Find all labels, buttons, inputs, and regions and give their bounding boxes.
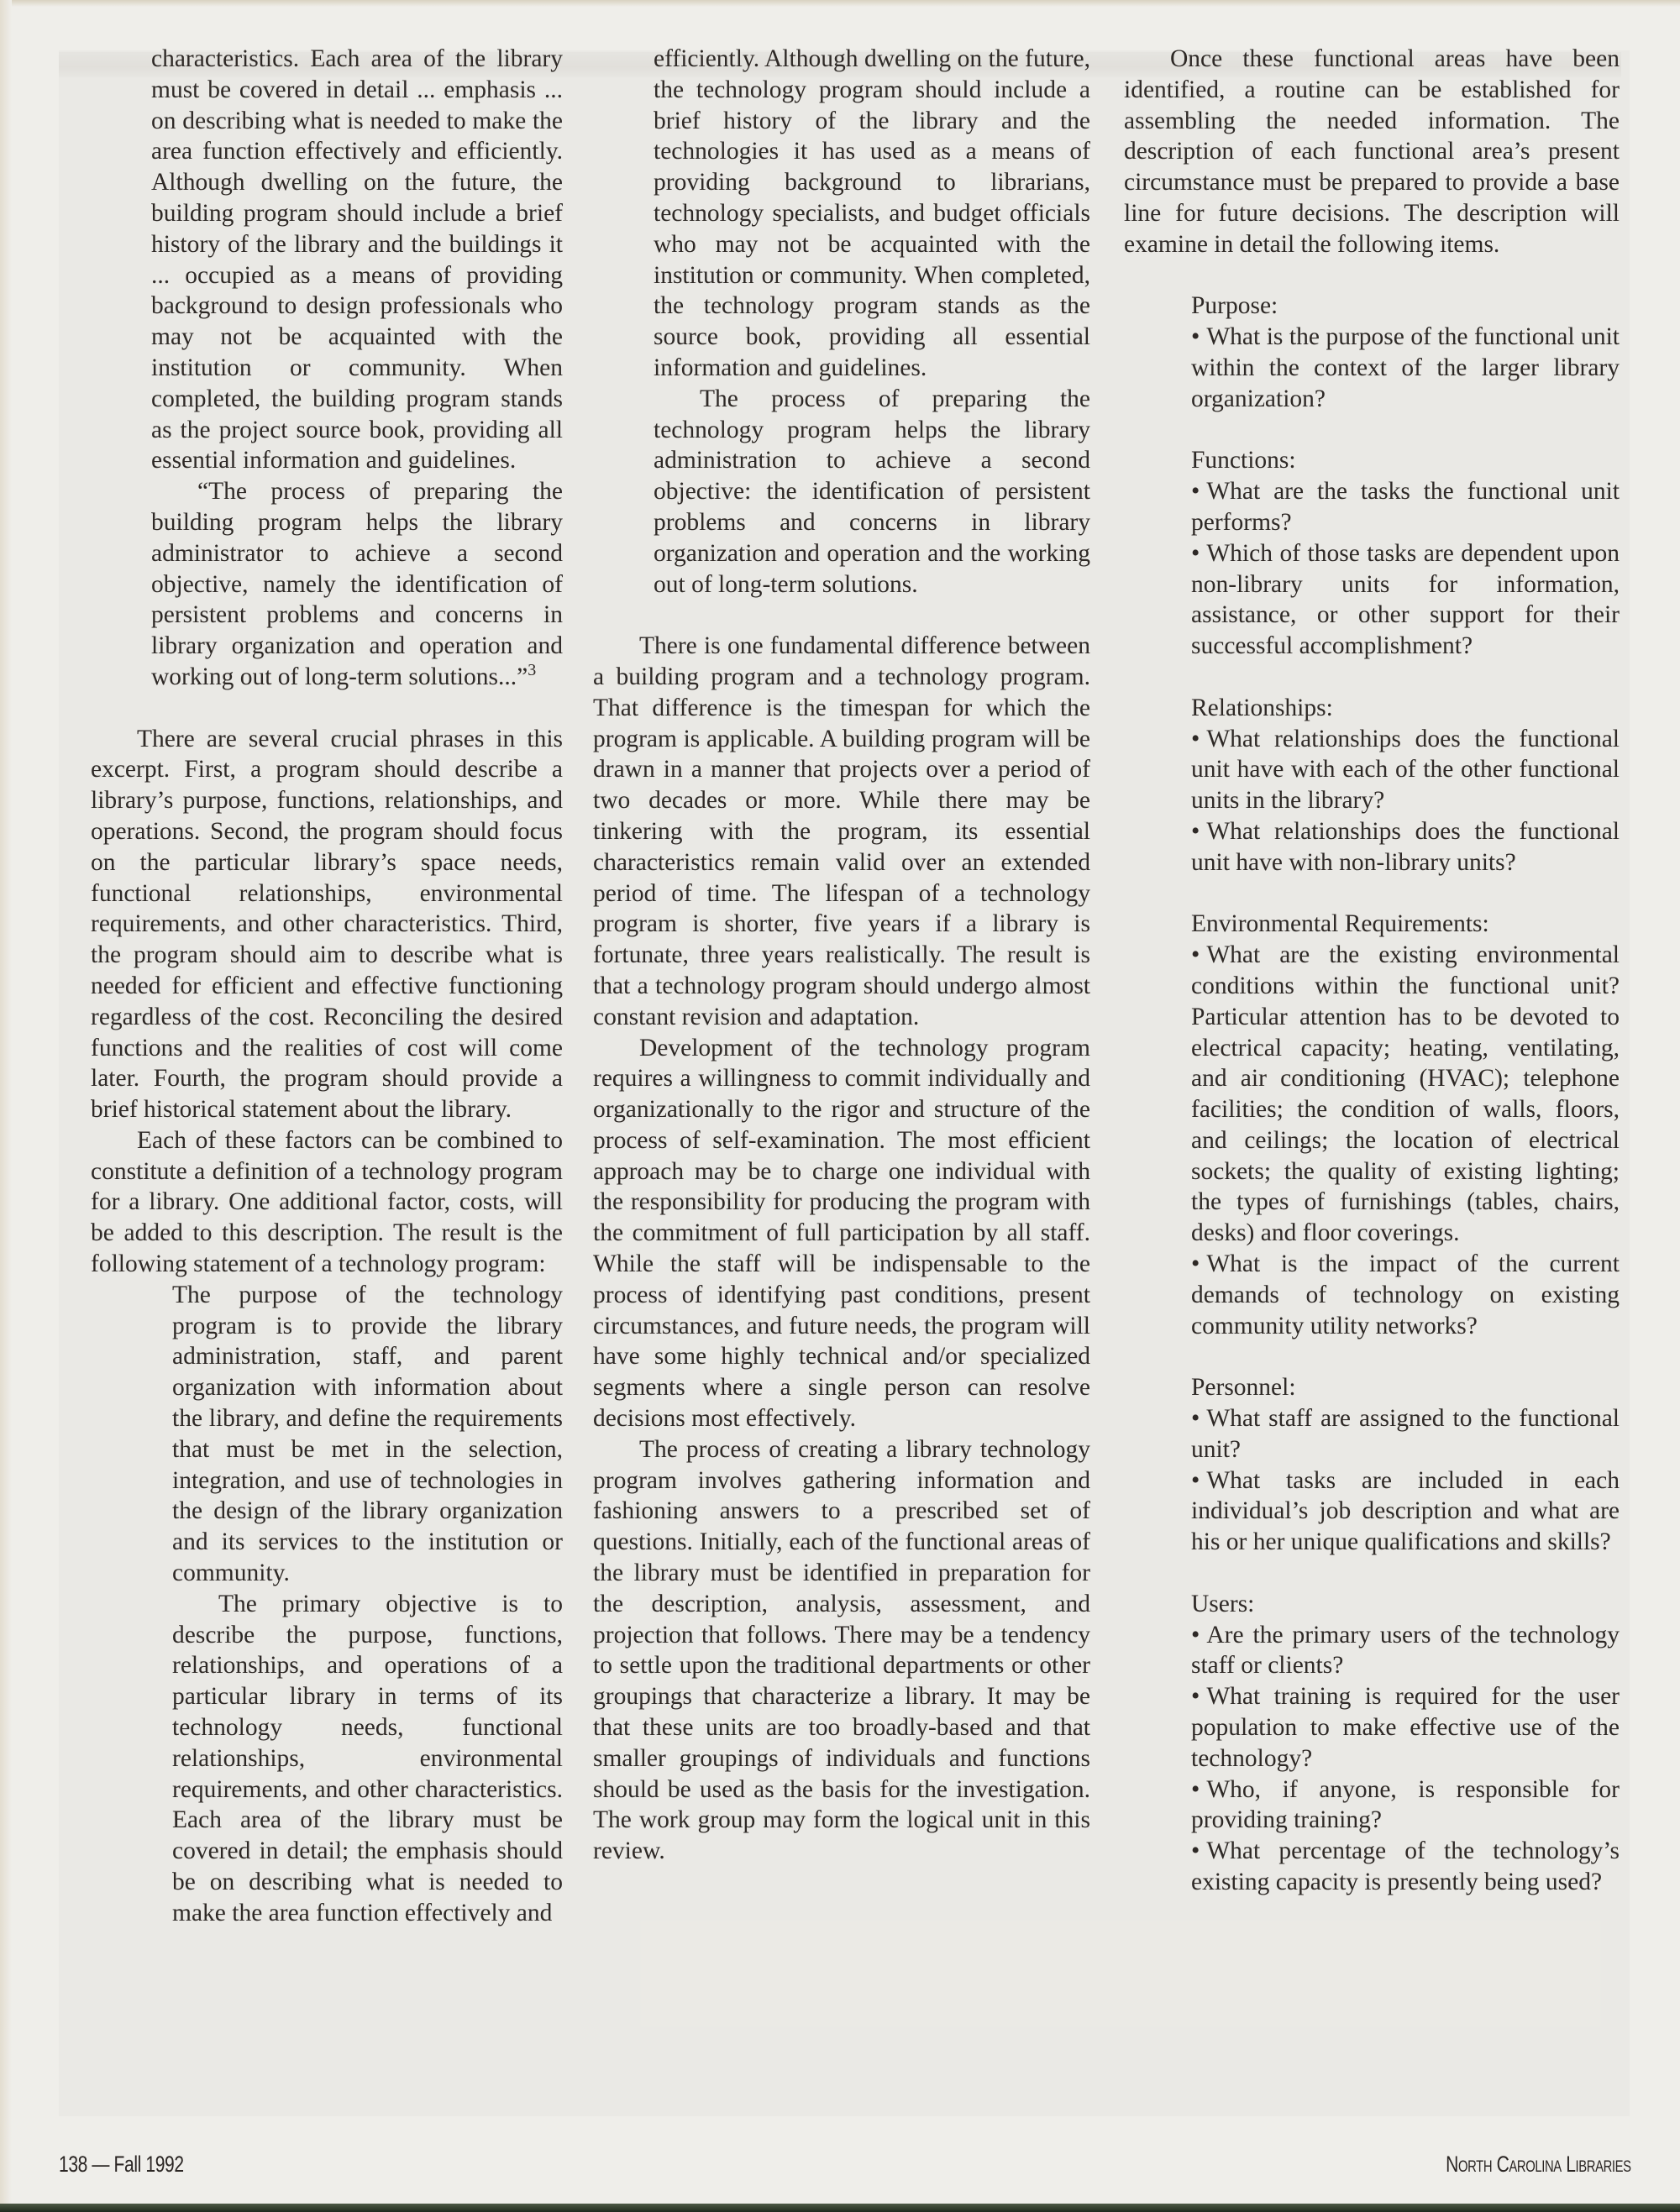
section-functions (1124, 445, 1620, 662)
quote-second-paragraph (151, 476, 563, 693)
section-relationships (1124, 693, 1620, 878)
bullet-icon: • (1191, 478, 1200, 506)
bullet-icon: • (1191, 1405, 1200, 1433)
bullet-icon: • (1191, 1466, 1200, 1494)
middle-column (593, 44, 1090, 1867)
spacer (593, 600, 1090, 631)
bullet-icon: • (1191, 725, 1200, 752)
spacer (1124, 415, 1620, 446)
spacer (1124, 1558, 1620, 1589)
page-edge-top (0, 0, 1680, 7)
spacer (91, 693, 563, 724)
bullet-icon: • (1191, 539, 1200, 567)
spacer (1124, 1341, 1620, 1372)
question-item: • What tasks are included in each individual’s job description and what are his or her unique qualifications and skills? (1191, 1466, 1620, 1556)
section-heading: Users: (1191, 1590, 1255, 1617)
page-edge-left (0, 0, 12, 2212)
question-item: • Which of those tasks are dependent upon non-library units for information, assistance, or other support for their successful accomplishment? (1191, 539, 1620, 660)
right-column (1124, 44, 1620, 1898)
bullet-icon: • (1191, 1250, 1200, 1278)
question-item: • What is the impact of the current demands of technology on existing community utility networks? (1191, 1250, 1620, 1339)
footer-page-number: 138 — Fall 1992 (59, 2152, 184, 2177)
spacer (1124, 260, 1620, 291)
question-item: • What staff are assigned to the functional unit? (1191, 1405, 1620, 1463)
question-item: • What is the purpose of the functional unit within the context of the larger library organization? (1191, 323, 1620, 412)
paragraph-development: Development of the technology program requires a willingness to commit individually and organizationally to the rigor and structure of the process of self-examination. The most efficient approach may be to charge one individual with the responsibility for producing the program with the commitment of full participation by all staff. While the staff will be indispensable to the process of identifying past conditions, present circumstances, and future needs, the program will have some highly technical and/or specialized segments where a single person can resolve decisions most effectively. (593, 1034, 1090, 1433)
bullet-icon: • (1191, 941, 1200, 969)
bullet-icon: • (1191, 1775, 1200, 1803)
section-purpose (1124, 291, 1620, 414)
question-item: • Are the primary users of the technology staff or clients? (1191, 1621, 1620, 1680)
section-heading: Relationships: (1191, 694, 1333, 721)
question-item: • What relationships does the functional unit have with non-library units? (1191, 817, 1620, 876)
section-heading: Environmental Requirements: (1191, 910, 1489, 938)
question-item: • What percentage of the technology’s existing capacity is presently being used? (1191, 1837, 1620, 1896)
question-item: • Who, if anyone, is responsible for providing training? (1191, 1775, 1620, 1834)
section-personnel (1124, 1372, 1620, 1558)
paragraph-factors: Each of these factors can be combined to constitute a definition of a technology program for a library. One additional factor, costs, will be added to this description. The result is the following statement of a technology program: (91, 1126, 563, 1278)
spacer (1124, 878, 1620, 909)
question-item: • What relationships does the functional unit have with each of the other functional units in the library? (1191, 725, 1620, 815)
left-column (91, 44, 563, 1929)
question-item: • What training is required for the user population to make effective use of the technology? (1191, 1683, 1620, 1772)
statement-process: The process of preparing the technology program helps the library administration to achieve a second objective: the identification of persistent problems and concerns in library organization and operation and the working out of long-term solutions. (654, 385, 1090, 598)
quote-continued: characteristics. Each area of the library must be covered in detail ... emphasis ... on describing what is needed to make the area function effectively and efficiently. Although dwelling on the future, the building program should include a brief history of the library and the buildings it ... occupied as a means of providing background to design professionals who may not be acquainted with the institution or community. When completed, the building program stands as the project source book, providing all essential information and guidelines. (151, 45, 563, 474)
statement-continued: efficiently. Although dwelling on the future, the technology program should include a brief history of the library and the technologies it has used as a means of providing background to librarians, technology specialists, and budget officials who may not be acquainted with the institution or community. When completed, the technology program stands as the source book, providing all essential information and guidelines. (654, 45, 1090, 381)
section-environmental-requirements (1124, 909, 1620, 1341)
section-users (1124, 1589, 1620, 1898)
paragraph-difference: There is one fundamental difference between a building program and a technology program. That difference is the timespan for which the program is applicable. A building program will be drawn in a manner that projects over a period of two decades or more. While there may be tinkering with the program, its essential characteristics remain valid over an extended period of time. The lifespan of a technology program is shorter, five years if a library is fortunate, three years realistically. The result is that a technology program should undergo almost constant revision and adaptation. (593, 632, 1090, 1030)
bullet-icon: • (1191, 1683, 1200, 1711)
footnote-ref: 3 (528, 661, 537, 680)
statement-purpose: The purpose of the technology program is to provide the library administration, staff, and parent organization with information about the library, and define the requirements that must be met in the selection, integration, and use of technologies in the design of the library organization and its services to the institution or community. (172, 1281, 563, 1587)
section-heading: Functions: (1191, 447, 1296, 474)
paragraph-crucial-phrases: There are several crucial phrases in this excerpt. First, a program should describe a library’s purpose, functions, relationships, and operations. Second, the program should focus on the particular library’s space needs, functional relationships, environmental requirements, and other characteristics. Third, the program should aim to describe what is needed for efficient and effective functioning regardless of the cost. Reconciling the desired functions and the realities of cost will come later. Fourth, the program should provide a brief historical statement about the library. (91, 725, 563, 1124)
statement-objective: The primary objective is to describe the purpose, functions, relationships, and operations of a particular library in terms of its technology needs, functional relationships, environmental requirements, and other characteristics. Each area of the library must be covered in detail; the emphasis should be on describing what is needed to make the area function effectively and (172, 1590, 563, 1926)
paragraph-creating: The process of creating a library technology program involves gathering information and fashioning answers to a prescribed set of questions. Initially, each of the functional areas of the library must be identified in preparation for the description, analysis, assessment, and projection that follows. There may be a tendency to settle upon the traditional departments or other groupings that characterize a library. It may be that these units are too broadly-based and that smaller groupings of individuals and functions should be used as the basis for the investigation. The work group may form the logical unit in this review. (593, 1435, 1090, 1865)
bullet-icon: • (1191, 1621, 1200, 1649)
section-heading: Personnel: (1191, 1374, 1296, 1402)
question-item: • What are the tasks the functional unit performs? (1191, 478, 1620, 536)
question-item: • What are the existing environmental conditions within the functional unit? Particular attention has to be devoted to electrical capacity; heating, ventilating, and air conditioning (HVAC); telephone facilities; the condition of walls, floors, and ceilings; the location of electrical sockets; the quality of existing lighting; the types of furnishings (tables, chairs, desks) and floor coverings. (1191, 941, 1620, 1247)
spacer (1124, 662, 1620, 693)
section-heading: Purpose: (1191, 292, 1278, 320)
bullet-icon: • (1191, 323, 1200, 351)
quote-second-text: “The process of preparing the building program helps the library administrator to achieve a second objective, namely the identification of persistent problems and concerns in library organization and operation and working out of long-term solutions...” (151, 478, 563, 690)
bullet-icon: • (1191, 1837, 1200, 1865)
page-edge-bottom (0, 2204, 1680, 2212)
paragraph-once: Once these functional areas have been identified, a routine can be established for assembling the needed information. The description of each functional area’s present circumstance must be prepared to provide a base line for future decisions. The description will examine in detail the following items. (1124, 45, 1620, 258)
footer-publication-name: North Carolina Libraries (1446, 2152, 1631, 2177)
bullet-icon: • (1191, 817, 1200, 845)
